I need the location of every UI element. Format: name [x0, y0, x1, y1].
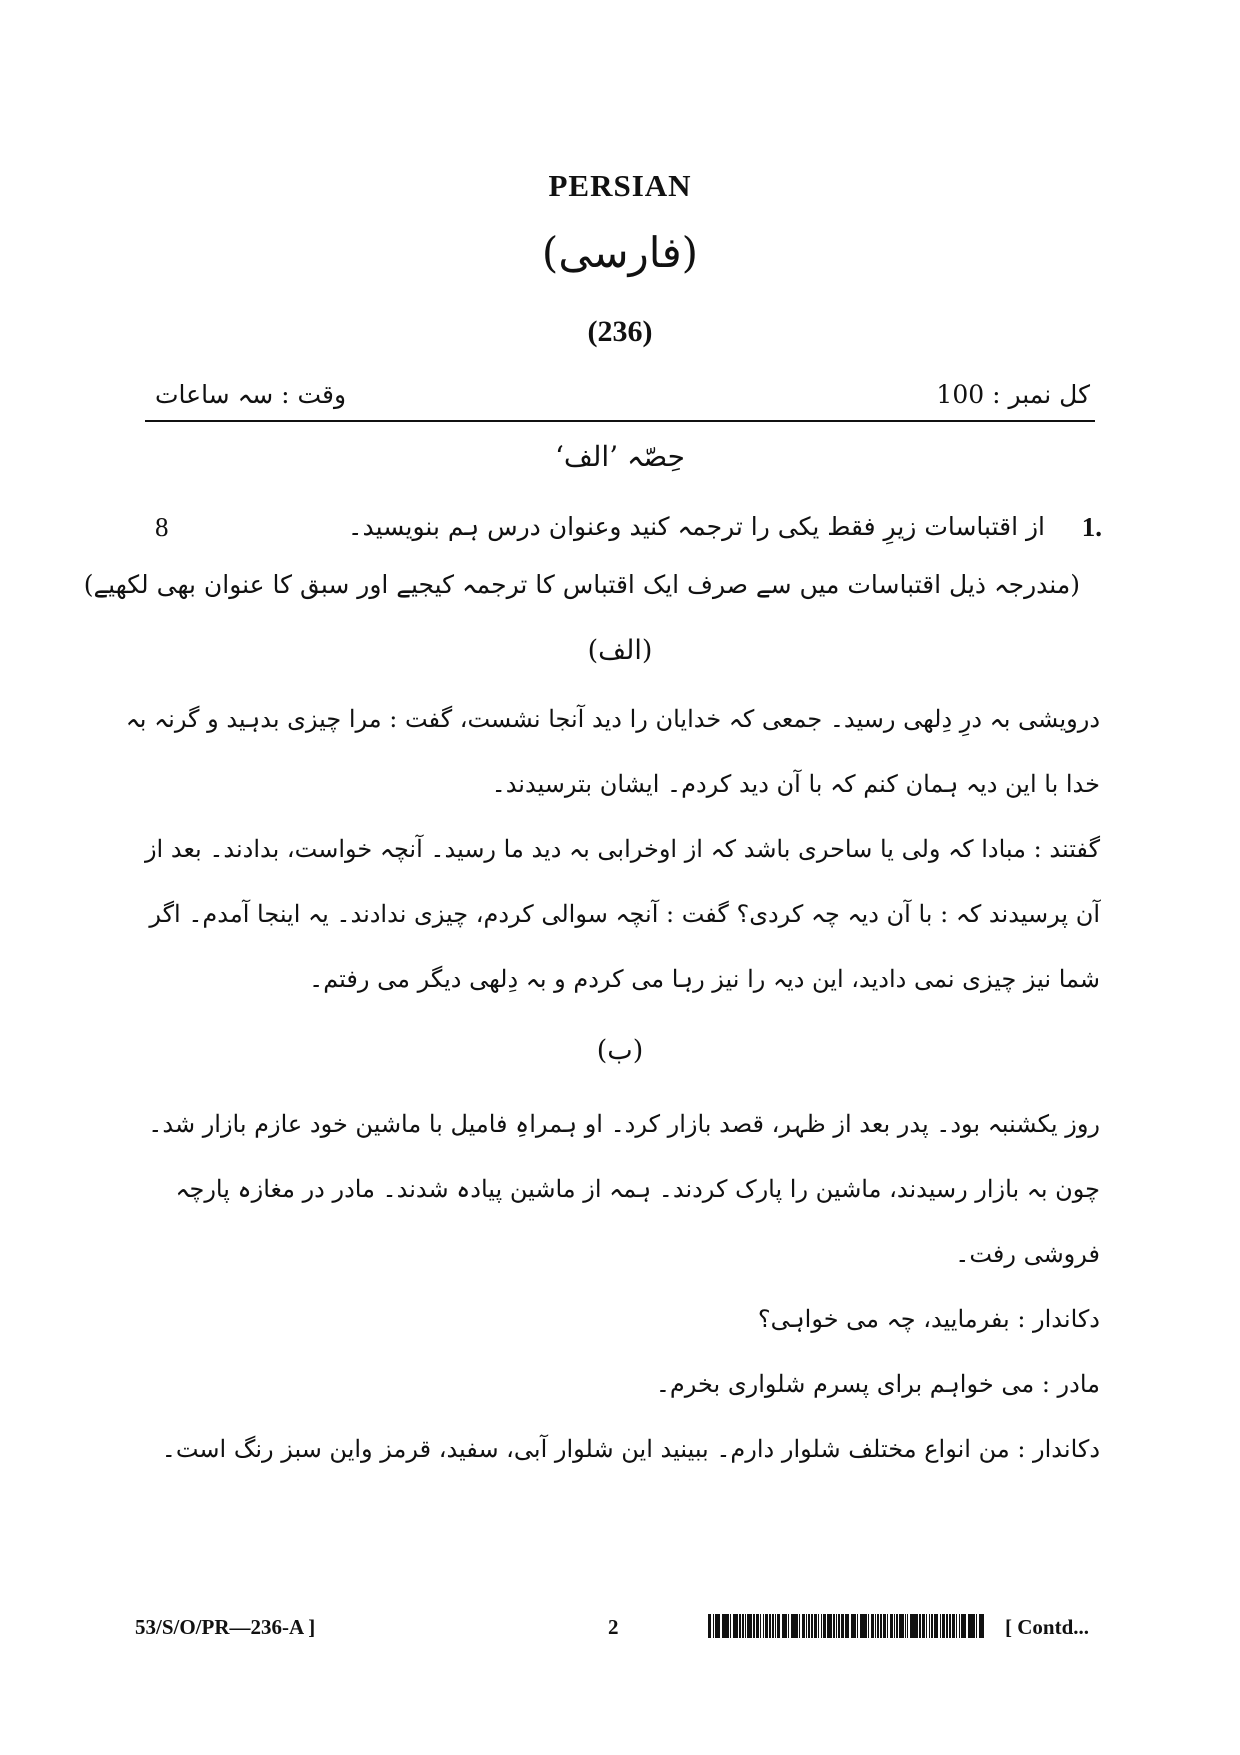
barcode-bar	[827, 1614, 832, 1638]
barcode-bar	[854, 1614, 856, 1638]
barcode-bar	[871, 1614, 874, 1638]
barcode-bar	[782, 1614, 785, 1638]
passage-a-line: درویشی بہ درِ دِلھی رسید۔ جمعی کہ خدایان را دید آنجا نشست، گفت : مرا چیزی بدہید و گرنہ بہ	[125, 705, 1100, 733]
barcode-bar	[931, 1614, 933, 1638]
barcode-bar	[724, 1614, 729, 1638]
passage-b-line: روز یکشنبہ بود۔ پدر بعد از ظہر، قصد بازار کرد۔ او ہمراہِ فامیل با ماشین خود عازم بازار شد۔	[148, 1110, 1100, 1138]
barcode-bar	[875, 1614, 877, 1638]
barcode-bar	[814, 1614, 817, 1638]
barcode-bar	[765, 1614, 768, 1638]
passage-a-line: آن پرسیدند کہ : با آن دیہ چہ کردی؟ گفت : آنچہ سوالی کردم، چیزی ندادند۔ یہ اینجا آمدم۔ اگر	[149, 900, 1100, 928]
passage-b-dialogue: مادر : می خواہم برای پسرم شلواری بخرم۔	[655, 1370, 1100, 1398]
passage-b-line: چون بہ بازار رسیدند، ماشین را پارک کردند۔ ہمہ از ماشین پیادہ شدند۔ مادر در مغازہ پارچہ	[175, 1175, 1100, 1203]
barcode-bar	[722, 1614, 724, 1638]
barcode-bar	[838, 1614, 840, 1638]
barcode-bar	[956, 1614, 958, 1638]
barcode-bar	[802, 1614, 805, 1638]
barcode-bar	[717, 1614, 720, 1638]
barcode-bar	[926, 1614, 928, 1638]
question-marks: 8	[155, 512, 169, 542]
barcode-bar	[905, 1614, 907, 1638]
barcode-bar	[949, 1614, 951, 1638]
passage-a-line: شما نیز چیزی نمی دادید، این دیہ را نیز رہا می کردم و بہ دِلھی دیگر می رفتم۔	[309, 965, 1100, 993]
barcode-bar	[788, 1614, 790, 1638]
header-divider	[145, 420, 1095, 422]
title-english: PERSIAN	[548, 168, 692, 203]
title-persian: (فارسی)	[541, 228, 699, 277]
barcode-bar	[808, 1614, 810, 1638]
passage-a-line: گفتند : مبادا کہ ولی یا ساحری باشد کہ از اوخرابی بہ دید ما رسید۔ آنچہ خواست، بدادند۔ بعد از	[144, 835, 1100, 863]
barcode-bar	[910, 1614, 912, 1638]
passage-b-line: فروشی رفت۔	[955, 1240, 1100, 1268]
barcode-bar	[952, 1614, 955, 1638]
barcode-bar	[907, 1614, 909, 1638]
barcode-bar	[946, 1614, 948, 1638]
barcode-bar	[796, 1614, 798, 1638]
passage-b-label: (ب)	[596, 1035, 644, 1066]
barcode-bar	[976, 1614, 978, 1638]
barcode-bar	[912, 1614, 915, 1638]
barcode-bar	[799, 1614, 801, 1638]
barcode-bar	[890, 1614, 893, 1638]
barcode-bar	[919, 1614, 921, 1638]
barcode-bar	[763, 1614, 765, 1638]
barcode-bar	[806, 1614, 808, 1638]
barcode-bar	[857, 1614, 859, 1638]
barcode-bar	[968, 1614, 970, 1638]
passage-b-dialogue: دکاندار : بفرمایید، چہ می خواہی؟	[757, 1305, 1100, 1333]
barcode-bar	[959, 1614, 961, 1638]
passage-a-label: (الف)	[587, 635, 653, 666]
barcode-bar	[845, 1614, 847, 1638]
passage-b-dialogue: دکاندار : من انواع مختلف شلوار دارم۔ ببینید این شلوار آبی، سفید، قرمز واین سبز رنگ است۔	[161, 1435, 1100, 1463]
barcode-bar	[865, 1614, 867, 1638]
question-number: 1.	[1081, 512, 1102, 542]
barcode-bar	[899, 1614, 904, 1638]
barcode-bar	[833, 1614, 835, 1638]
barcode-bar	[883, 1614, 886, 1638]
barcode-bar	[922, 1614, 925, 1638]
barcode-bar	[730, 1614, 732, 1638]
barcode-bar	[821, 1614, 823, 1638]
barcode-bar	[970, 1614, 975, 1638]
barcode-bar	[887, 1614, 889, 1638]
barcode-bar	[785, 1614, 787, 1638]
max-marks: کل نمبر : 100	[936, 380, 1090, 409]
barcode-bar	[940, 1614, 942, 1638]
barcode-bar	[745, 1614, 747, 1638]
time-allowed: وقت : سہ ساعات	[155, 380, 347, 409]
paper-code: 53/S/O/PR—236-A ]	[135, 1615, 316, 1639]
barcode-bar	[942, 1614, 945, 1638]
barcode-bar	[742, 1614, 744, 1638]
barcode-bar	[747, 1614, 752, 1638]
instruction-persian: از اقتباسات زیرِ فقط یکی را ترجمہ کنید وعنوان درس ہم بنویسید۔	[347, 512, 1045, 541]
barcode-bar	[868, 1614, 870, 1638]
barcode-bar	[877, 1614, 879, 1638]
barcode-bar	[791, 1614, 796, 1638]
barcode-bar	[818, 1614, 820, 1638]
barcode-bar	[979, 1614, 981, 1638]
barcode-bar	[916, 1614, 918, 1638]
barcode-bar	[777, 1614, 780, 1638]
barcode-bar	[769, 1614, 771, 1638]
barcode-bar	[760, 1614, 762, 1638]
barcode-bar	[851, 1614, 854, 1638]
barcode-bar	[929, 1614, 931, 1638]
barcode-bar	[961, 1614, 963, 1638]
barcode-bar	[756, 1614, 759, 1638]
barcode-bar	[934, 1614, 939, 1638]
barcode-bar	[880, 1614, 882, 1638]
barcode-bar	[733, 1614, 735, 1638]
barcode-bar	[823, 1614, 826, 1638]
barcode-bar	[981, 1614, 984, 1638]
barcode-bar	[811, 1614, 813, 1638]
barcode-bar	[772, 1614, 774, 1638]
barcode-bar	[894, 1614, 896, 1638]
barcode-bar	[963, 1614, 966, 1638]
barcode-bar	[860, 1614, 865, 1638]
barcode-bar	[775, 1614, 777, 1638]
barcode-bar	[841, 1614, 844, 1638]
section-heading: حِصّہ ’الف‘	[555, 440, 685, 473]
barcode-bar	[753, 1614, 755, 1638]
barcode-bar	[847, 1614, 849, 1638]
continued-label: [ Contd...	[1005, 1615, 1090, 1639]
barcode-bar	[735, 1614, 738, 1638]
instruction-urdu: (مندرجہ ذیل اقتباسات میں سے صرف ایک اقتباس کا ترجمہ کیجیے اور سبق کا عنوان بھی لکھیے)	[83, 570, 1080, 599]
passage-a-line: خدا با این دیہ ہمان کنم کہ با آن دید کردم۔ ایشان بترسیدند۔	[491, 770, 1100, 798]
barcode-bar	[896, 1614, 898, 1638]
barcode-bar	[715, 1614, 717, 1638]
barcode-bar	[708, 1614, 711, 1638]
subject-code: (236)	[587, 315, 653, 348]
barcode	[708, 1614, 998, 1638]
barcode-bar	[739, 1614, 741, 1638]
barcode-bar	[836, 1614, 838, 1638]
barcode-bar	[713, 1614, 715, 1638]
page-number: 2	[608, 1615, 619, 1639]
